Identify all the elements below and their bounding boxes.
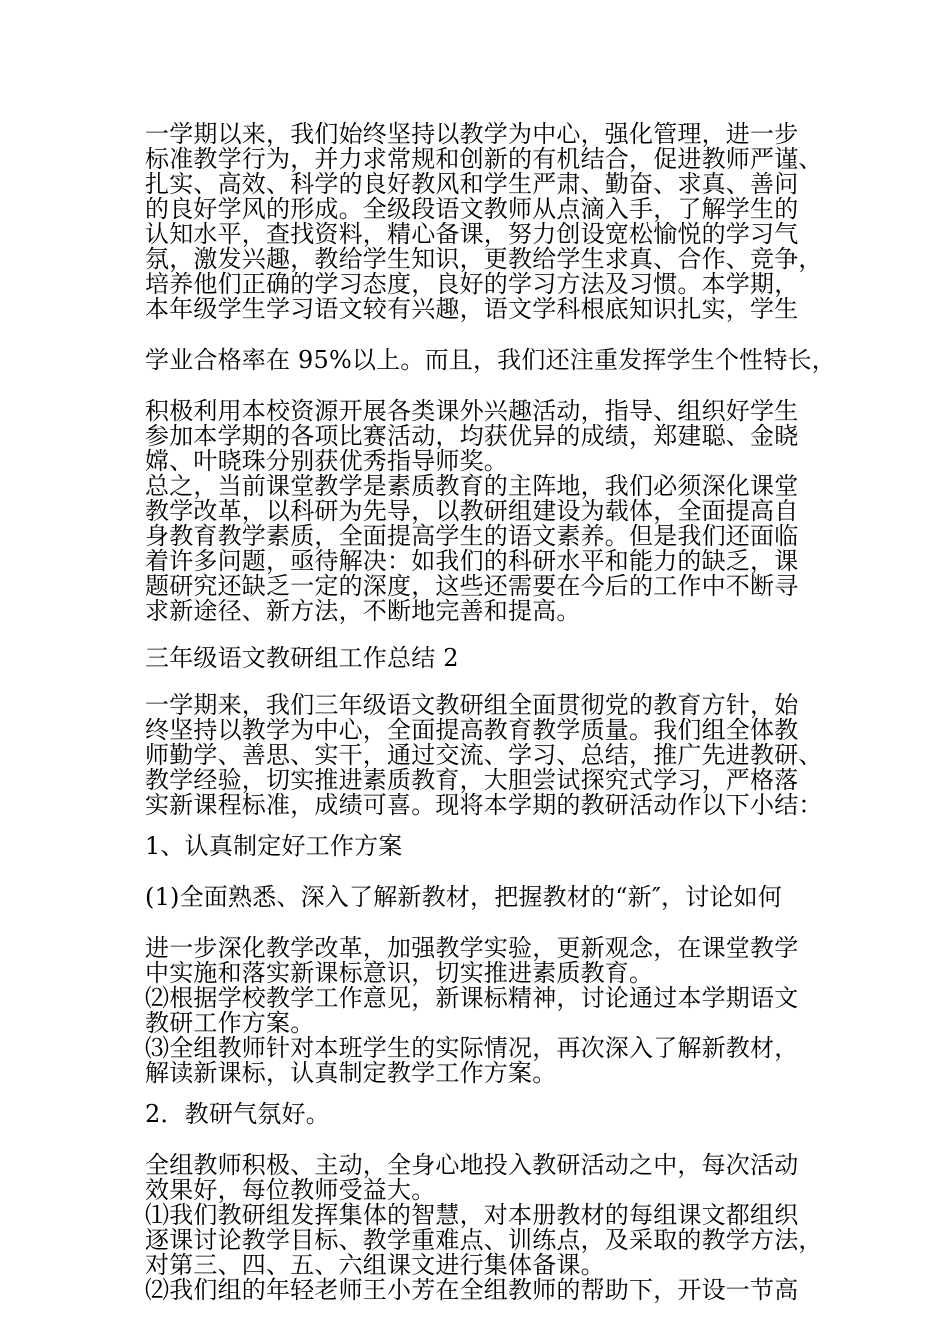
paragraph-line: 积极利用本校资源开展各类课外兴趣活动，指导、组织好学生: [145, 397, 799, 425]
paragraph-line: 的良好学风的形成。全级段语文教师从点滴入手，了解学生的: [145, 195, 799, 223]
paragraph-line: 效果好，每位教师受益大。: [145, 1176, 436, 1204]
paragraph-line: 教学改革，以科研为先导，以教研组建设为载体，全面提高自: [145, 497, 799, 525]
paragraph-line: 参加本学期的各项比赛活动，均获优异的成绩，郑建聪、金晓: [145, 422, 799, 450]
paragraph-line: 对第三、四、五、六组课文进行集体备课。: [145, 1251, 605, 1279]
paragraph-line: 身教育教学素质，全面提高学生的语文素养。但是我们还面临: [145, 522, 799, 550]
paragraph-line: 本年级学生学习语文较有兴趣，语文学科根底知识扎实，学生: [145, 295, 799, 323]
paragraph-line: ⑶全组教师针对本班学生的实际情况，再次深入了解新教材，: [145, 1034, 799, 1062]
paragraph-line: 培养他们正确的学习态度，良好的学习方法及习惯。本学期，: [145, 270, 799, 298]
paragraph-line: 师勤学、善思、实干，通过交流、学习、总结，推广先进教研、: [145, 741, 823, 769]
paragraph-line: ⑵我们组的年轻老师王小芳在全组教师的帮助下，开设一节高: [145, 1276, 799, 1304]
paragraph-line: (1)全面熟悉、深入了解新教材，把握教材的“新″，讨论如何: [145, 883, 783, 911]
paragraph-line: 总之，当前课堂教学是素质教育的主阵地，我们必须深化课堂: [145, 472, 799, 500]
paragraph-line: 解读新课标，认真制定教学工作方案。: [145, 1059, 557, 1087]
paragraph-line: 题研究还缺乏一定的深度，这些还需要在今后的工作中不断寻: [145, 572, 799, 600]
paragraph-line: 实新课程标准，成绩可喜。现将本学期的教研活动作以下小结：: [145, 791, 823, 819]
paragraph-line: 全组教师积极、主动，全身心地投入教研活动之中，每次活动: [145, 1151, 799, 1179]
paragraph-line: 扎实、高效、科学的良好教风和学生严肃、勤奋、求真、善问: [145, 170, 799, 198]
paragraph-line: 终坚持以教学为中心，全面提高教育教学质量。我们组全体教: [145, 716, 799, 744]
paragraph-line: 氛，激发兴趣，教给学生知识，更教给学生求真、合作、竞争，: [145, 245, 823, 273]
paragraph-line: 标准教学行为，并力求常规和创新的有机结合，促进教师严谨、: [145, 145, 823, 173]
document-body: [145, 120, 836, 1304]
section-title: 三年级语文教研组工作总结 2: [145, 644, 459, 672]
paragraph-line: 求新途径、新方法，不断地完善和提高。: [145, 597, 581, 625]
paragraph-line: 一学期来，我们三年级语文教研组全面贯彻党的教育方针，始: [145, 691, 799, 719]
paragraph-line: 教研工作方案。: [145, 1009, 315, 1037]
paragraph-line: 一学期以来，我们始终坚持以教学为中心，强化管理，进一步: [145, 120, 799, 148]
section-heading: 2．教研气氛好。: [145, 1100, 330, 1128]
paragraph-line: 进一步深化教学改革，加强教学实验，更新观念，在课堂教学: [145, 934, 799, 962]
paragraph-line: 嫦、叶晓珠分别获优秀指导师奖。: [145, 447, 508, 475]
paragraph-line: ⑵根据学校教学工作意见，新课标精神，讨论通过本学期语文: [145, 984, 799, 1012]
paragraph-line: ⑴我们教研组发挥集体的智慧，对本册教材的每组课文都组织: [145, 1201, 799, 1229]
paragraph-line: 教学经验，切实推进素质教育，大胆尝试探究式学习，严格落: [145, 766, 799, 794]
paragraph-line: 中实施和落实新课标意识，切实推进素质教育。: [145, 959, 654, 987]
paragraph-line: 着许多问题，亟待解决：如我们的科研水平和能力的缺乏，课: [145, 547, 799, 575]
paragraph-line: 学业合格率在 95%以上。而且，我们还注重发挥学生个性特长，: [145, 346, 836, 374]
paragraph-line: 认知水平，查找资料，精心备课，努力创设宽松愉悦的学习气: [145, 220, 799, 248]
paragraph-line: 逐课讨论教学目标、教学重难点、训练点，及采取的教学方法，: [145, 1226, 823, 1254]
section-heading: 1、认真制定好工作方案: [145, 832, 403, 860]
